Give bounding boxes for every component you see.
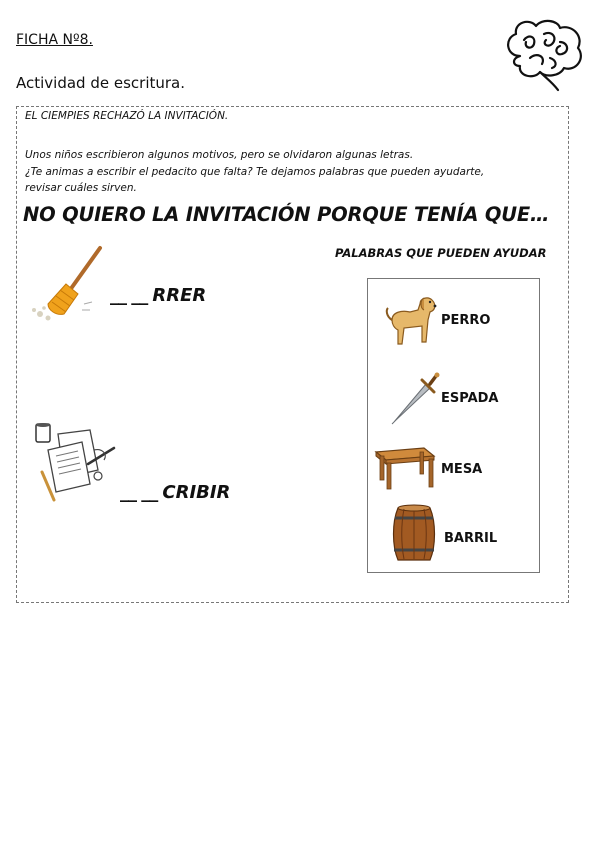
word-ending: CRIBIR <box>162 482 231 503</box>
instruction-line: ¿Te animas a escribir el pedacito que falta? Te dejamos palabras que pueden ayudarte, <box>25 165 485 178</box>
instructions <box>25 147 545 197</box>
help-word: ESPADA <box>441 391 499 406</box>
sword-icon <box>386 370 440 428</box>
blank-line[interactable]: __ __ <box>120 482 158 503</box>
blank-line[interactable]: __ __ <box>110 285 148 306</box>
help-word: MESA <box>441 462 483 477</box>
exercise-2 <box>120 482 230 503</box>
dog-icon <box>384 290 438 348</box>
help-words-title: PALABRAS QUE PUEDEN AYUDAR <box>335 246 547 260</box>
table-icon <box>374 444 436 492</box>
headline: NO QUIERO LA INVITACIÓN PORQUE TENÍA QUE… <box>23 203 550 226</box>
worksheet-title: FICHA Nº8. <box>16 32 93 48</box>
exercise-1 <box>110 285 206 306</box>
activity-subtitle: Actividad de escritura. <box>16 74 185 92</box>
story-text: EL CIEMPIES RECHAZÓ LA INVITACIÓN. <box>25 110 229 122</box>
brain-icon <box>500 16 586 92</box>
barrel-icon <box>392 504 436 564</box>
instruction-line: Unos niños escribieron algunos motivos, pero se olvidaron algunas letras. <box>25 149 414 161</box>
word-ending: RRER <box>152 285 207 306</box>
instruction-line: revisar cuáles sirven. <box>25 182 137 194</box>
writing-papers-icon <box>28 420 120 504</box>
broom-icon <box>26 244 106 324</box>
help-word: BARRIL <box>444 531 498 546</box>
help-word: PERRO <box>441 313 491 328</box>
